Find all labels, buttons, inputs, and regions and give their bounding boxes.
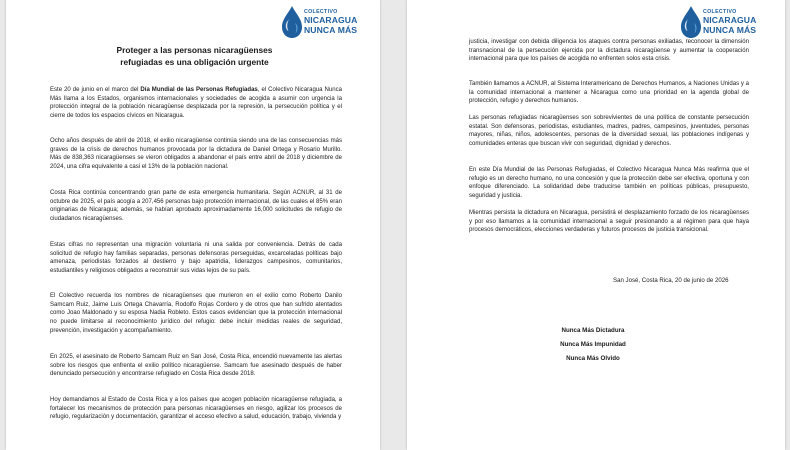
- signature-line-3: Nunca Más Olvido: [566, 355, 620, 362]
- paragraph-10: Las personas refugiadas nicaragüenses son sobrevivientes de una política de constante persecución estatal. Son defensoras, periodistas, estudiantes, madres, padres, campesinos, juventudes, personas mayores, niñas, niños, adolescentes, personas de la diversidad sexual, las poblaciones indígenas y comunidades enteras que buscan vivir con seguridad, dignidad y derechos.: [469, 115, 749, 148]
- title-line-2: refugiadas es una obligación urgente: [120, 57, 269, 67]
- logo-line-3: NUNCA MÁS: [304, 24, 358, 35]
- paragraph-4: Estas cifras no representan una migración voluntaria ni una salida por conveniencia. Detrás de cada solicitud de refugio hay familias separadas, personas defensoras perseguidas, excarceladas políticas bajo amenaza, periodistas forzados al destierro y bajo apatridia, liderazgos campesinos, comunitarios, estudiantiles y religiosos obligados a reconstruir sus vidas lejos de su país.: [50, 242, 342, 275]
- signature-line-1: Nunca Más Dictadura: [561, 327, 625, 334]
- paragraph-9: También llamamos a ACNUR, al Sistema Interamericano de Derechos Humanos, a Naciones Unidas y a la comunidad internacional a mantener a Nicaragua como una prioridad en la agenda global de protección, refugio y derechos humanos.: [469, 81, 749, 105]
- signature-block: [538, 324, 648, 366]
- water-drop-logo-icon: [280, 5, 304, 39]
- paragraph-1: [50, 86, 342, 121]
- paragraph-6: En 2025, el asesinato de Roberto Samcam Ruiz en San José, Costa Rica, encendió nuevamente las alertas sobre los riesgos que enfrenta el exilio político nicaragüense. Samcam fue asesinado después de haber denunciado persecución y encontrarse refugiado en Costa Rica desde 2018.: [50, 354, 342, 378]
- paragraph-3: Costa Rica continúa concentrando gran parte de esta emergencia humanitaria. Según ACNUR, al 31 de octubre de 2025, el país acogía a 207,456 personas bajo protección internacional, de las cuales el 85% eran originarias de Nicaragua; además, se habían aprobado aproximadamente 16,000 solicitudes de refugio de ciudadanos nicaragüenses.: [50, 190, 342, 223]
- document-page-2: [407, 0, 785, 450]
- logo-line-2: NICARAGUA: [304, 15, 358, 26]
- title-line-1: Proteger a las personas nicaragüenses: [116, 45, 273, 55]
- paragraph-1-intro: Este 20 de junio en el marco del: [50, 87, 141, 93]
- paragraph-8: justicia, investigar con debida diligencia los ataques contra personas exiliadas, reconocer la dimensión transnacional de la persecución ejercida por la dictadura nicaragüense y aumentar la cooperación internacional para que los países de acogida no enfrenten solos esta crisis.: [469, 39, 749, 63]
- paragraph-1-rest: , el Colectivo Nicaragua Nunca Más llama a los Estados, organismos internacionales y sociedades de acogida a asumir con urgencia la protección integral de la población nicaragüense desplazada por la represión, la persecución política y el cierre de todos los espacios cívicos en Nicaragua.: [50, 87, 342, 120]
- document-page-1: [6, 0, 380, 450]
- document-title: [62, 44, 327, 68]
- water-drop-logo-icon: [679, 5, 703, 39]
- signature-line-2: Nunca Más Impunidad: [560, 341, 626, 348]
- colectivo-logo: [280, 5, 372, 43]
- paragraph-5: El Colectivo recuerda los nombres de nicaragüenses que murieron en el exilio como Roberto Danilo Samcam Ruiz, Jaime Luis Ortega Chavarría, Rodolfo Rojas Cordero y de otros que han sufrido atentados como Joao Maldonado y su esposa Nadia Robleto. Estos casos evidencian que la protección internacional no puede limitarse al reconocimiento jurídico del refugio: debe incluir medidas reales de seguridad, prevención, investigación y acompañamiento.: [50, 293, 342, 334]
- logo-line-3: NUNCA MÁS: [703, 24, 757, 35]
- paragraph-1-bold: Día Mundial de las Personas Refugiadas: [140, 87, 258, 93]
- paragraph-12: Mientras persista la dictadura en Nicaragua, persistirá el desplazamiento forzado de los nicaragüenses y por eso llamamos a la comunidad internacional a seguir presionando a al régimen para que haya procesos democráticos, elecciones verdaderas y futuros procesos de justicia transicional.: [469, 210, 749, 234]
- logo-line-1: COLECTIVO: [304, 9, 338, 15]
- paragraph-11: En este Día Mundial de las Personas Refugiadas, el Colectivo Nicaragua Nunca Más reafirma que el refugio es un derecho humano, no una concesión y que la protección debe ser efectiva, oportuna y con enfoque diferenciado. La solidaridad debe traducirse también en políticas públicas, presupuesto, seguridad y justicia.: [469, 167, 749, 200]
- paragraph-2: Ocho años después de abril de 2018, el exilio nicaragüense continúa siendo una de las consecuencias más graves de la crisis de derechos humanos provocada por la dictadura de Daniel Ortega y Rosario Murillo. Más de 838,363 nicaragüenses se vieron obligados a abandonar el país entre abril de 2018 y diciembre de 2024, una cifra equivalente a casi el 13% de la población nacional.: [50, 138, 342, 171]
- logo-line-2: NICARAGUA: [703, 15, 757, 26]
- logo-line-1: COLECTIVO: [703, 9, 737, 15]
- paragraph-7: Hoy demandamos al Estado de Costa Rica y a los países que acogen población nicaragüense refugiada, a fortalecer los mecanismos de protección para personas nicaragüenses en riesgo, agilizar los procesos de refugio, regularización y documentación, garantizar el acceso efectivo a salud, educación, trabajo, vivienda y: [50, 397, 342, 421]
- document-date: San José, Costa Rica, 20 de junio de 2026: [613, 277, 729, 284]
